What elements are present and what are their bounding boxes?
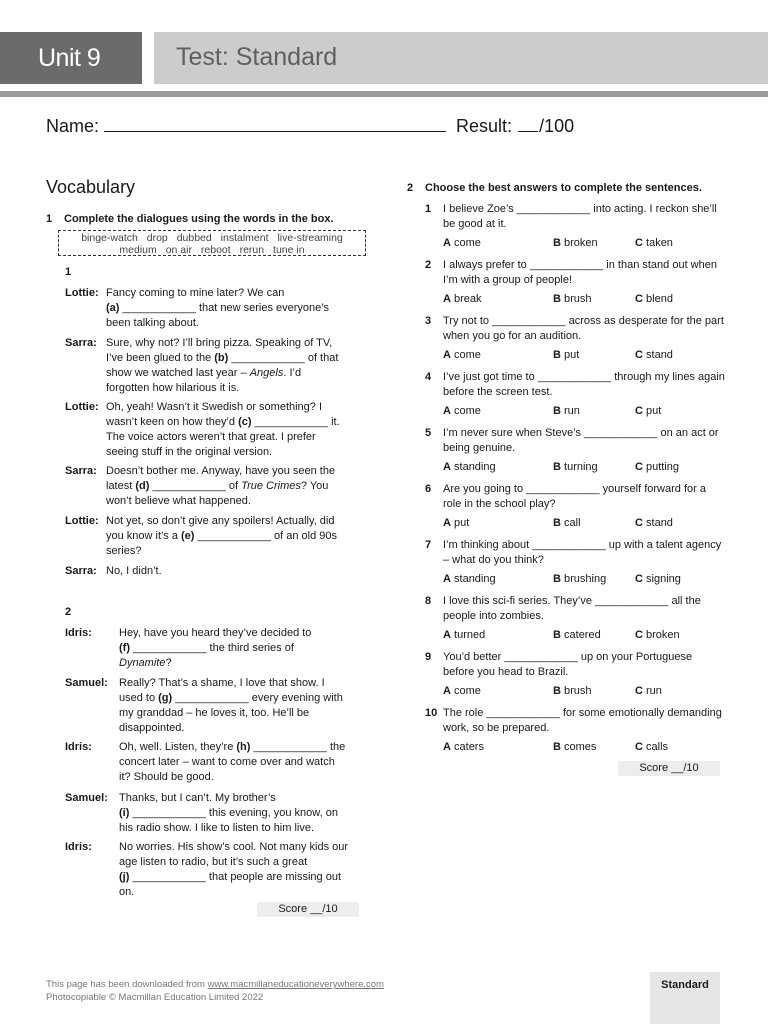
option-word: taken bbox=[646, 237, 673, 249]
option-word: calls bbox=[646, 741, 669, 753]
option-b[interactable] bbox=[553, 405, 580, 417]
option-c[interactable] bbox=[635, 685, 662, 697]
dialogue-line: forgotten how hilarious it is. bbox=[106, 382, 240, 394]
option-word: brush bbox=[564, 685, 592, 697]
dialogue-line: Not yet, so don’t give any spoilers! Actually, did bbox=[106, 515, 335, 527]
option-letter: A bbox=[443, 517, 451, 529]
option-word: put bbox=[454, 517, 470, 529]
dialogue-line: series? bbox=[106, 545, 142, 557]
dialogue-line: Thanks, but I can’t. My brother’s bbox=[119, 792, 276, 804]
name-label: Name: bbox=[46, 116, 100, 136]
dialogue-line: I’ve been glued to the bbox=[106, 352, 215, 364]
footer-text: This page has been downloaded from bbox=[46, 979, 208, 990]
dialogue-line: won’t believe what happened. bbox=[106, 495, 251, 507]
option-c[interactable] bbox=[635, 237, 673, 249]
speaker: Samuel: bbox=[65, 792, 108, 804]
word: dubbed bbox=[176, 232, 212, 244]
option-a[interactable] bbox=[443, 573, 496, 585]
copyright-text: Photocopiable © Macmillan Education Limited 2022 bbox=[46, 992, 264, 1003]
show-title: Angels bbox=[249, 367, 284, 379]
option-word: put bbox=[564, 349, 580, 361]
footer-link[interactable]: www.macmillaneducationeverywhere.com bbox=[207, 979, 384, 990]
option-letter: C bbox=[635, 517, 643, 529]
question bbox=[425, 202, 725, 232]
gap-label: (g) bbox=[158, 692, 173, 704]
unit-label: Unit 9 bbox=[0, 32, 142, 84]
option-letter: C bbox=[635, 573, 643, 585]
option-b[interactable] bbox=[553, 293, 592, 305]
dialogue-line: ____________ that people are missing out bbox=[129, 871, 341, 883]
option-c[interactable] bbox=[635, 405, 661, 417]
exercise-number: 1 bbox=[46, 213, 53, 225]
gap-label: (c) bbox=[238, 416, 252, 428]
question-number: 8 bbox=[425, 595, 432, 607]
gap-label: (i) bbox=[119, 807, 130, 819]
option-c[interactable] bbox=[635, 461, 679, 473]
question-number: 4 bbox=[425, 371, 432, 383]
header-bar bbox=[0, 32, 768, 84]
option-c[interactable] bbox=[635, 517, 673, 529]
test-title: Test: Standard bbox=[154, 32, 768, 84]
question bbox=[425, 370, 725, 400]
option-word: turning bbox=[564, 461, 598, 473]
speaker: Lottie: bbox=[65, 515, 99, 527]
dialogue-line: used to bbox=[119, 692, 159, 704]
word: binge-watch bbox=[81, 232, 138, 244]
option-a[interactable] bbox=[443, 517, 469, 529]
dialogue-line: show we watched last year – bbox=[106, 367, 250, 379]
speaker: Lottie: bbox=[65, 287, 99, 299]
gap-label: (b) bbox=[214, 352, 229, 364]
word: reboot bbox=[200, 244, 231, 256]
speaker: Idris: bbox=[65, 627, 92, 639]
option-word: caters bbox=[454, 741, 484, 753]
word: instalment bbox=[220, 232, 269, 244]
question-text: I’ve just got time to ____________ through my lines again before the screen test. bbox=[443, 371, 725, 398]
option-letter: A bbox=[443, 293, 451, 305]
question-number: 1 bbox=[425, 203, 432, 215]
option-c[interactable] bbox=[635, 629, 680, 641]
option-word: blend bbox=[646, 293, 673, 305]
option-letter: A bbox=[443, 573, 451, 585]
option-letter: B bbox=[553, 461, 561, 473]
option-a[interactable] bbox=[443, 685, 481, 697]
question-text: I’m never sure when Steve’s ____________ on an act or being genuine. bbox=[443, 427, 719, 454]
dialogue-line: No, I didn’t. bbox=[106, 565, 162, 577]
word-box bbox=[58, 230, 366, 256]
dialogue-line: on. bbox=[119, 886, 135, 898]
option-word: broken bbox=[564, 237, 598, 249]
word: on air bbox=[165, 244, 192, 256]
dialogue-line: his radio show. I like to listen to him live. bbox=[119, 822, 315, 834]
gap-label: (f) bbox=[119, 642, 130, 654]
name-result-line bbox=[46, 116, 574, 137]
option-word: run bbox=[646, 685, 662, 697]
option-letter: C bbox=[635, 629, 643, 641]
dialogue-line: ____________ it. bbox=[251, 416, 340, 428]
option-word: come bbox=[454, 685, 481, 697]
dialogue-line: wasn’t keen on how they’d bbox=[106, 416, 239, 428]
option-word: brushing bbox=[564, 573, 607, 585]
option-letter: A bbox=[443, 461, 451, 473]
exercise-instruction: Complete the dialogues using the words in the box. bbox=[64, 213, 334, 225]
option-c[interactable] bbox=[635, 349, 673, 361]
option-a[interactable] bbox=[443, 461, 496, 473]
dialogue-line: concert later – want to come over and watch bbox=[119, 756, 335, 768]
dialogue-1-number: 1 bbox=[65, 266, 72, 278]
option-a[interactable] bbox=[443, 405, 481, 417]
option-word: comes bbox=[564, 741, 597, 753]
question-text: I’m thinking about ____________ up with a talent agency – what do you think? bbox=[443, 539, 722, 566]
question-text: Try not to ____________ across as desperate for the part when you go for an audition. bbox=[443, 315, 724, 342]
option-letter: B bbox=[553, 405, 561, 417]
show-title: Dynamite bbox=[119, 657, 166, 669]
level-tag: Standard bbox=[650, 972, 720, 1024]
word: medium bbox=[119, 244, 157, 256]
dialogue-line: Sure, why not? I’ll bring pizza. Speaking of TV, bbox=[106, 337, 333, 349]
option-letter: C bbox=[635, 741, 643, 753]
option-b[interactable] bbox=[553, 573, 606, 585]
option-letter: B bbox=[553, 741, 561, 753]
option-word: putting bbox=[646, 461, 680, 473]
footer bbox=[46, 978, 384, 1004]
option-letter: B bbox=[553, 629, 561, 641]
question bbox=[425, 258, 725, 288]
exercise-1-heading bbox=[46, 213, 334, 225]
option-letter: A bbox=[443, 349, 451, 361]
option-c[interactable] bbox=[635, 293, 673, 305]
question bbox=[425, 706, 725, 736]
option-letter: C bbox=[635, 685, 643, 697]
show-title: True Crimes bbox=[241, 480, 301, 492]
question-text: I believe Zoe’s ____________ into acting. I reckon she’ll be good at it. bbox=[443, 203, 717, 230]
question bbox=[425, 314, 725, 344]
option-word: broken bbox=[646, 629, 680, 641]
dialogue-line: No worries. His show’s cool. Not many kids our bbox=[119, 841, 349, 853]
option-word: stand bbox=[646, 349, 673, 361]
dialogue-line: disappointed. bbox=[119, 722, 185, 734]
dialogue-line: ? bbox=[165, 657, 172, 669]
option-word: break bbox=[454, 293, 482, 305]
dialogue-line: you know it’s a bbox=[106, 530, 182, 542]
option-letter: C bbox=[635, 405, 643, 417]
option-c[interactable] bbox=[635, 573, 681, 585]
option-a[interactable] bbox=[443, 293, 482, 305]
option-letter: B bbox=[553, 517, 561, 529]
dialogue-line: ____________ the bbox=[250, 741, 346, 753]
option-letter: A bbox=[443, 685, 451, 697]
option-word: standing bbox=[454, 573, 496, 585]
option-b[interactable] bbox=[553, 237, 598, 249]
option-word: brush bbox=[564, 293, 592, 305]
option-letter: C bbox=[635, 293, 643, 305]
dialogue-line: ____________ that new series everyone’s bbox=[119, 302, 330, 314]
dialogue-line: The voice actors weren’t that great. I prefer bbox=[106, 431, 316, 443]
option-b[interactable] bbox=[553, 741, 596, 753]
option-word: stand bbox=[646, 517, 673, 529]
dialogue-line: Oh, well. Listen, they’re bbox=[119, 741, 237, 753]
dialogue-line: ____________ of that bbox=[228, 352, 339, 364]
option-word: standing bbox=[454, 461, 496, 473]
dialogue-line: age listen to radio, but it’s such a great bbox=[119, 856, 308, 868]
gap-label: (j) bbox=[119, 871, 130, 883]
dialogue-line: latest bbox=[106, 480, 136, 492]
option-a[interactable] bbox=[443, 237, 481, 249]
gap-label: (e) bbox=[181, 530, 195, 542]
option-letter: C bbox=[635, 461, 643, 473]
gap-label: (h) bbox=[236, 741, 251, 753]
dialogue-line: ____________ the third series of bbox=[130, 642, 294, 654]
dialogue-line: Oh, yeah! Wasn’t it Swedish or something? I bbox=[106, 401, 323, 413]
dialogue-line: ? You bbox=[300, 480, 329, 492]
exercise-1-score: Score __/10 bbox=[257, 902, 359, 917]
option-letter: C bbox=[635, 237, 643, 249]
header-rule bbox=[0, 91, 768, 97]
option-b[interactable] bbox=[553, 517, 581, 529]
option-word: signing bbox=[646, 573, 681, 585]
option-letter: B bbox=[553, 573, 561, 585]
question-text: Are you going to ____________ yourself forward for a role in the school play? bbox=[443, 483, 706, 510]
word: drop bbox=[146, 232, 168, 244]
dialogue-line: been talking about. bbox=[106, 317, 199, 329]
option-b[interactable] bbox=[553, 461, 598, 473]
option-letter: A bbox=[443, 629, 451, 641]
question-number: 2 bbox=[425, 259, 432, 271]
question-number: 5 bbox=[425, 427, 432, 439]
option-letter: B bbox=[553, 293, 561, 305]
question bbox=[425, 482, 725, 512]
option-letter: A bbox=[443, 405, 451, 417]
question-text: You’d better ____________ up on your Portuguese before you head to Brazil. bbox=[443, 651, 693, 678]
exercise-number: 2 bbox=[407, 182, 414, 194]
name-field[interactable] bbox=[104, 117, 446, 132]
dialogue-line: ____________ every evening with bbox=[172, 692, 343, 704]
question-text: I always prefer to ____________ in than stand out when I’m with a group of people! bbox=[443, 259, 717, 286]
dialogue-line: Doesn’t bother me. Anyway, have you seen the bbox=[106, 465, 336, 477]
dialogue-line: ____________ of bbox=[149, 480, 242, 492]
question-number: 10 bbox=[425, 707, 438, 719]
gap-label: (a) bbox=[106, 302, 120, 314]
dialogue-line: it? Should be good. bbox=[119, 771, 214, 783]
dialogue-line: Fancy coming to mine later? We can bbox=[106, 287, 285, 299]
option-letter: B bbox=[553, 349, 561, 361]
dialogue-2-number: 2 bbox=[65, 606, 72, 618]
question-text: I love this sci-fi series. They’ve ____________ all the people into zombies. bbox=[443, 595, 701, 622]
speaker: Sarra: bbox=[65, 337, 97, 349]
exercise-instruction: Choose the best answers to complete the sentences. bbox=[425, 182, 702, 194]
option-letter: B bbox=[553, 237, 561, 249]
option-word: call bbox=[564, 517, 581, 529]
option-b[interactable] bbox=[553, 349, 579, 361]
exercise-2-heading bbox=[407, 182, 702, 194]
dialogue-line: ____________ this evening, you know, on bbox=[129, 807, 338, 819]
section-title: Vocabulary bbox=[46, 177, 136, 197]
question-number: 3 bbox=[425, 315, 432, 327]
option-word: put bbox=[646, 405, 662, 417]
question bbox=[425, 650, 725, 680]
dialogue-line: . I’d bbox=[283, 367, 302, 379]
dialogue-line: ____________ of an old 90s bbox=[194, 530, 337, 542]
dialogue-line: seeing stuff in the original version. bbox=[106, 446, 273, 458]
question-number: 9 bbox=[425, 651, 432, 663]
option-letter: A bbox=[443, 237, 451, 249]
question-number: 7 bbox=[425, 539, 432, 551]
dialogue-line: Hey, have you heard they’ve decided to bbox=[119, 627, 312, 639]
speaker: Sarra: bbox=[65, 565, 97, 577]
word: live-streaming bbox=[277, 232, 343, 244]
option-word: catered bbox=[564, 629, 601, 641]
question bbox=[425, 538, 725, 568]
option-word: come bbox=[454, 237, 481, 249]
option-letter: A bbox=[443, 741, 451, 753]
option-c[interactable] bbox=[635, 741, 668, 753]
question bbox=[425, 594, 725, 624]
option-b[interactable] bbox=[553, 629, 601, 641]
word: tune in bbox=[273, 244, 305, 256]
result-field[interactable] bbox=[518, 117, 538, 132]
speaker: Samuel: bbox=[65, 677, 108, 689]
dialogue-line: my granddad – he loves it, too. He’ll be bbox=[119, 707, 310, 719]
speaker: Idris: bbox=[65, 741, 92, 753]
speaker: Sarra: bbox=[65, 465, 97, 477]
question-text: The role ____________ for some emotionally demanding work, so be prepared. bbox=[443, 707, 722, 734]
dialogue-line: Really? That’s a shame, I love that show. I bbox=[119, 677, 325, 689]
gap-label: (d) bbox=[135, 480, 150, 492]
option-a[interactable] bbox=[443, 349, 481, 361]
result-label: Result: bbox=[456, 116, 513, 136]
option-word: come bbox=[454, 349, 481, 361]
option-word: come bbox=[454, 405, 481, 417]
speaker: Lottie: bbox=[65, 401, 99, 413]
option-letter: C bbox=[635, 349, 643, 361]
option-letter: B bbox=[553, 685, 561, 697]
option-b[interactable] bbox=[553, 685, 592, 697]
option-a[interactable] bbox=[443, 741, 484, 753]
speaker: Idris: bbox=[65, 841, 92, 853]
question bbox=[425, 426, 725, 456]
exercise-2-score: Score __/10 bbox=[618, 761, 720, 776]
option-a[interactable] bbox=[443, 629, 485, 641]
option-word: turned bbox=[454, 629, 486, 641]
result-total: /100 bbox=[539, 116, 575, 136]
word: rerun bbox=[239, 244, 265, 256]
question-number: 6 bbox=[425, 483, 432, 495]
option-word: run bbox=[564, 405, 580, 417]
